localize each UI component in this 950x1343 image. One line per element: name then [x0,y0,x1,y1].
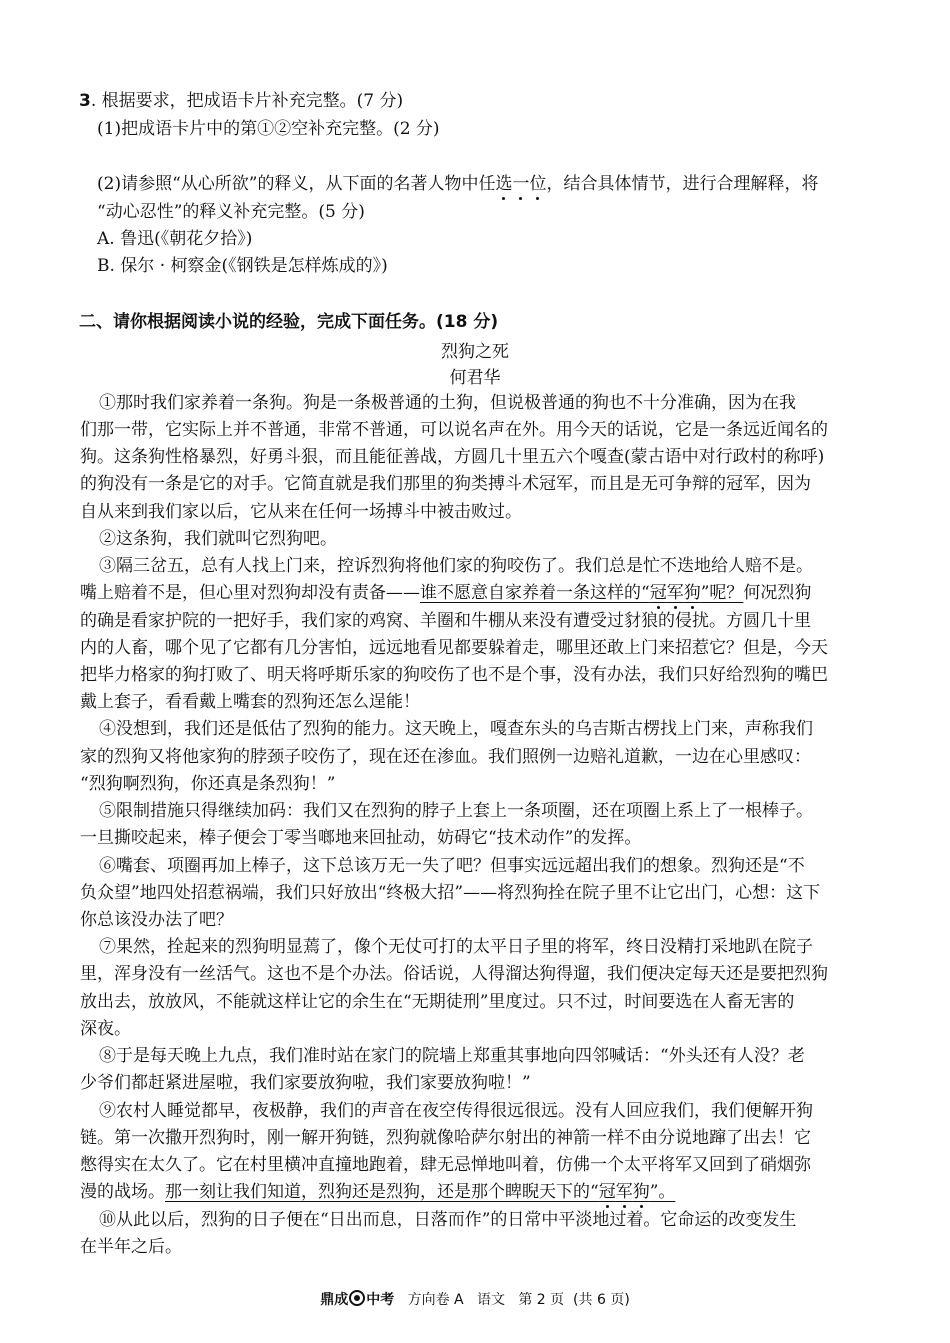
q3-title [79,89,403,113]
paragraph-line: 内的人畜，哪个见了它都有几分害怕，远远地看见都要躲着走，哪里还敢上门来招惹它？但是，今天 [80,638,828,658]
paragraph-line: 放出去，放放风，不能就这样让它的余生在“无期徒刑”里度过。只不过，时间要选在人畜无害的 [80,992,795,1012]
paragraph-line: 戴上套子，看看戴上嘴套的烈狗还怎么逞能！ [80,692,420,712]
emphasis-char: 冠 [598,1182,616,1202]
brand-exam: 中考 [366,1292,395,1308]
q3-option-a: A. 鲁迅(《朝花夕拾》) [97,229,253,249]
page-footer [0,1289,950,1309]
q3-option-b: B. 保尔 · 柯察金(《钢铁是怎样炼成的》) [97,256,388,276]
paragraph-line: ⑤限制措施只得继续加码：我们又在烈狗的脖子上套上一条项圈，还在项圈上系上了一根棒子。 [99,801,813,821]
underlined-run: ”呢？ [700,583,744,603]
emphasis-char: 军 [615,1182,633,1202]
paragraph-line: ②这条狗，我们就叫它烈狗吧。 [99,529,337,549]
section2-heading: 二、请你根据阅读小说的经验，完成下面任务。(18 分) [79,312,499,332]
paragraph-line: ④没想到，我们还是低估了烈狗的能力。这天晚上，嘎查东头的乌吉斯古楞找上门来，声称我们 [99,719,813,739]
q3-part1: (1)把成语卡片中的第①②空补充完整。(2 分) [97,119,440,139]
page-number: 第 2 页 [518,1292,565,1308]
q3-title-text: . 根据要求，把成语卡片补充完整。(7 分) [90,91,404,111]
paragraph-line: “烈狗啊烈狗，你还真是条烈狗！” [80,774,336,794]
paragraph-line: 负众望”地四处招惹祸端，我们只好放出“终极大招”——将烈狗拴在院子里不让它出门，心想：这下 [80,883,821,903]
emphasis-char: 冠 [649,583,667,603]
emphasis-char: 狗 [683,583,701,603]
paragraph-line: 们那一带，它实际上并不普通，非常不普通，可以说名声在外。用今天的话说，它是一条远近闻名的 [80,420,828,440]
underlined-run: ”。 [649,1182,676,1202]
q3-part2-text: (2)请参照“从心所欲”的释义，从下面的名著人物中任 [97,174,496,194]
paragraph-line: 里，浑身没有一丝活气。这也不是个办法。俗话说，人得溜达狗得遛，我们便决定每天还是要把烈狗 [80,964,828,984]
brand-name: 鼎成 [320,1292,349,1308]
paragraph-line-underlined [80,1180,675,1204]
brand-logo-icon [349,1290,365,1306]
text-run: 何况烈狗 [743,583,812,603]
paragraph-line: 少爷们都赶紧进屋啦，我们家要放狗啦，我们家要放狗啦！” [80,1073,531,1093]
paragraph-line: ①那时我们家养着一条狗。狗是一条极普通的土狗，但说极普通的狗也不十分准确，因为在我 [99,393,796,413]
paragraph-line: 链。第一次撒开烈狗时，刚一解开狗链，烈狗就像哈萨尔射出的神箭一样不由分说地蹿了出去！它 [80,1128,811,1148]
paragraph-line-underlined [80,581,811,605]
emphasis-char: 狗 [632,1182,650,1202]
paragraph-line: 家的烈狗又将他家狗的脖颈子咬伤了，现在还在渗血。我们照例一边赔礼道歉，一边在心里感叹： [80,747,811,767]
text-run: 漫的战场。 [80,1182,165,1202]
story-title: 烈狗之死 [441,342,509,362]
paragraph-line: ⑥嘴套、项圈再加上棒子，这下总该万无一失了吧？但事实远远超出我们的想象。烈狗还是“不 [99,856,805,876]
paragraph-line: 的狗没有一条是它的对手。它简直就是我们那里的狗类搏斗术冠军，而且是无可争辩的冠军，因为 [80,474,811,494]
paragraph-line: 在半年之后。 [80,1237,182,1257]
page-total: (共 6 页) [573,1292,630,1308]
text-run: 嘴上赔着不是，但心里对烈狗却没有责备—— [80,583,420,603]
emphasis-char: 一 [512,174,530,194]
paragraph-line: 憋得实在太久了。它在村里横冲直撞地跑着，肆无忌惮地叫着，仿佛一个太平将军又回到了硝烟弥 [80,1155,811,1175]
paragraph-line: ⑨农村人睡觉都早，夜极静，我们的声音在夜空传得很远很远。没有人回应我们，我们便解开狗 [99,1101,813,1121]
paper-name: 方向卷 A [407,1292,464,1308]
story-author: 何君华 [449,368,501,388]
subject-name: 语文 [476,1292,505,1308]
q3-part2-line1 [97,172,818,196]
paragraph-line: 把毕力格家的狗打败了、明天将呼斯乐家的狗咬伤了也不是个事，没有办法，我们只好给烈狗的嘴巴 [80,665,828,685]
paragraph-line: 你总该没办法了吧？ [80,910,233,930]
q3-number: 3 [79,91,91,111]
underlined-run: 谁不愿意自家养着一条这样的“ [420,583,650,603]
paragraph-line: ③隔三岔五，总有人找上门来，控诉烈狗将他们家的狗咬伤了。我们总是忙不迭地给人赔不是。 [99,556,813,576]
paragraph-line: ⑦果然，拴起来的烈狗明显蔫了，像个无仗可打的太平日子里的将军，终日没精打采地趴在院子 [99,937,813,957]
paragraph-line: ⑧于是每天晚上九点，我们准时站在家门的院墙上郑重其事地向四邻喊话：“外头还有人没？老 [99,1046,805,1066]
paragraph-line: 自从来到我们家以后，它从来在任何一场搏斗中被击败过。 [80,502,522,522]
emphasis-char: 位 [529,174,547,194]
underlined-run: 那一刻让我们知道，烈狗还是烈狗，还是那个睥睨天下的“ [165,1182,599,1202]
emphasis-char: 军 [666,583,684,603]
paragraph-line: 深夜。 [80,1019,131,1039]
paragraph-line: ⑩从此以后，烈狗的日子便在“日出而息，日落而作”的日常中平淡地过着。它命运的改变发生 [99,1210,797,1230]
paragraph-line: 一旦撕咬起来，棒子便会丁零当啷地来回扯动，妨碍它“技术动作”的发挥。 [80,828,642,848]
paragraph-line: 的确是看家护院的一把好手，我们家的鸡窝、羊圈和牛棚从来没有遭受过豺狼的侵扰。方圆几十里 [80,611,811,631]
paragraph-line: 狗。这条狗性格暴烈，好勇斗狠，而且能征善战，方圆几十里五六个嘎查(蒙古语中对行政村的称呼) [80,447,825,467]
q3-part2-line2: “动心忍性”的释义补充完整。(5 分) [97,202,365,222]
q3-part2-text: ，结合具体情节，进行合理解释，将 [546,174,819,194]
emphasis-char: 选 [495,174,513,194]
